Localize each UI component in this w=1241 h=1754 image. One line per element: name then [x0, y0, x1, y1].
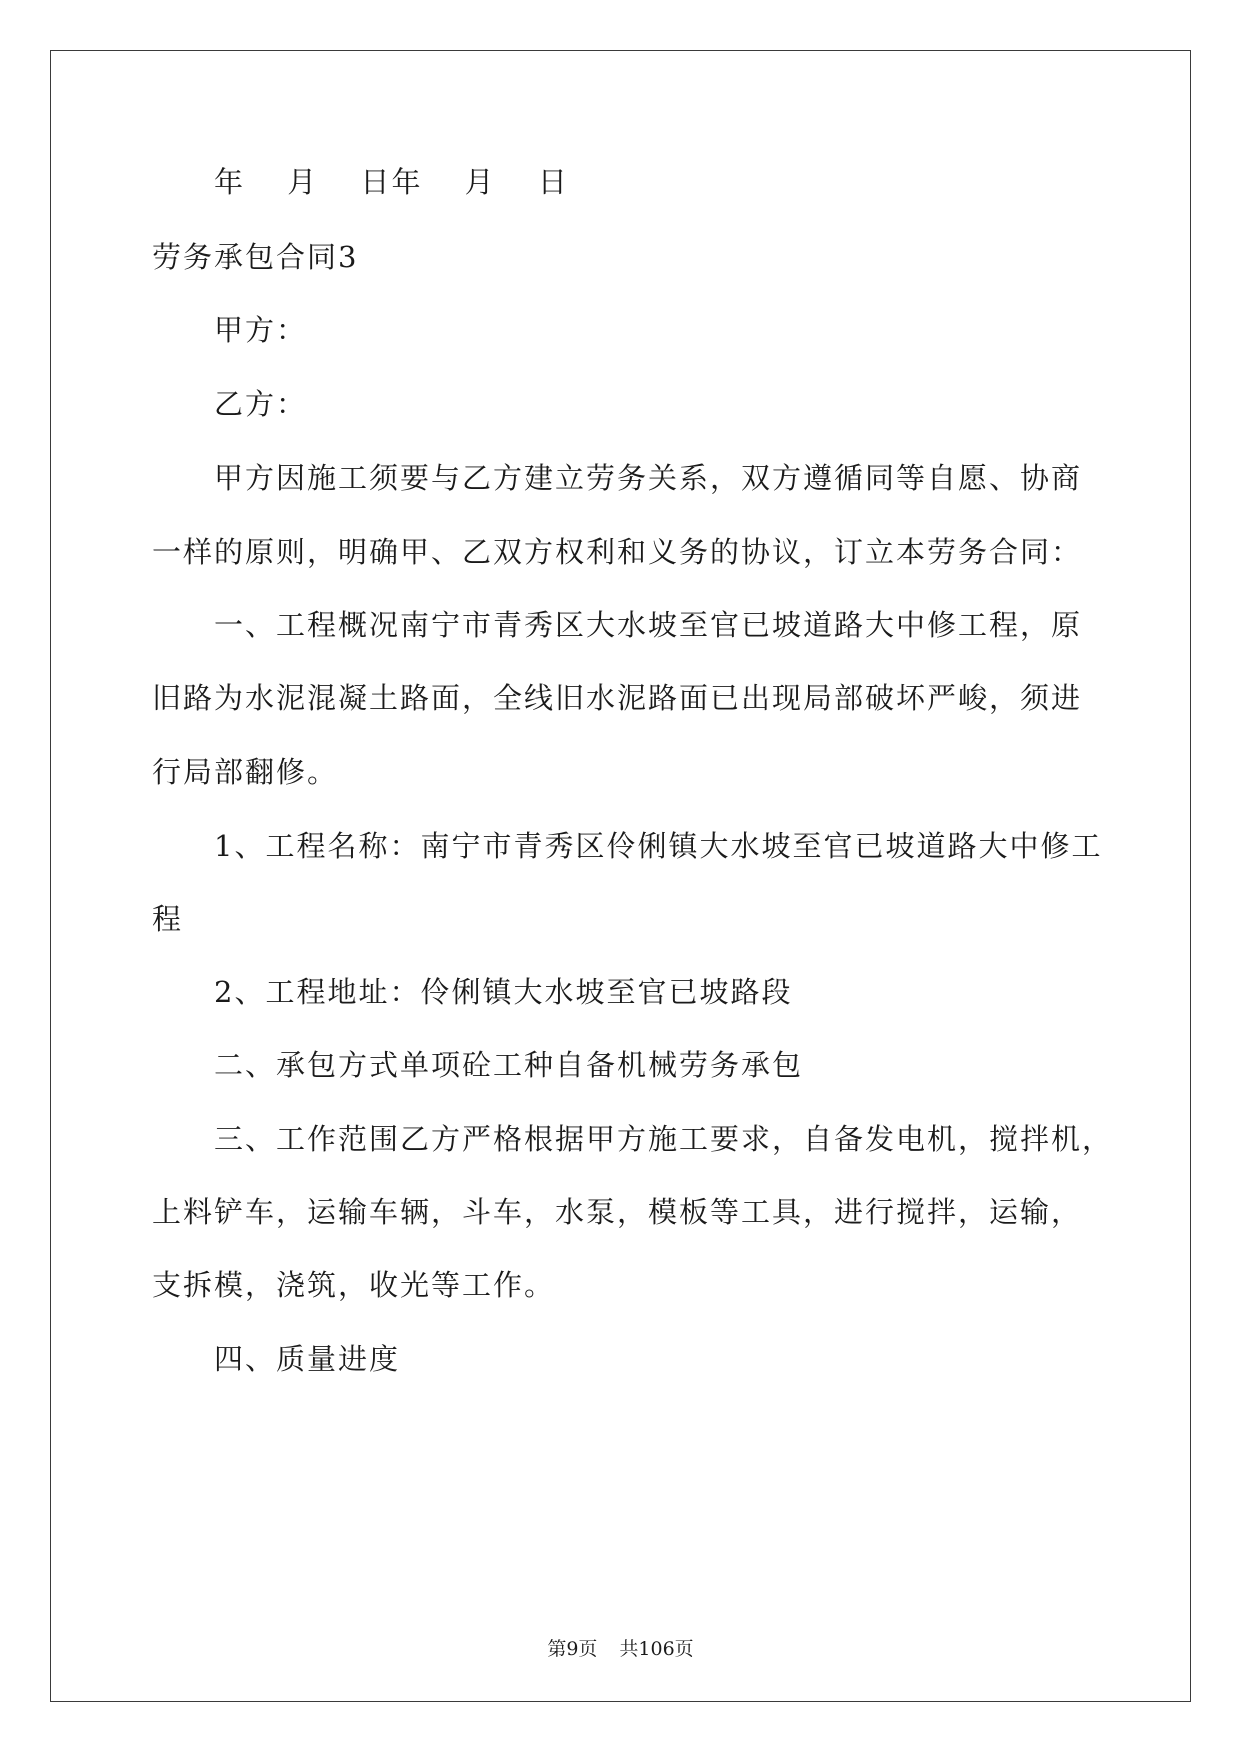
party-b-label: 乙方： [214, 387, 308, 421]
page-frame [50, 50, 1191, 1702]
date-part-1: 年 月 日 [214, 165, 392, 199]
section-1-line-1: 一、工程概况南宁市青秀区大水坡至官已坡道路大中修工程，原 [214, 608, 1083, 642]
page-footer [0, 1634, 1241, 1661]
item-1-line-2: 程 [152, 902, 184, 936]
section-3-line-1: 三、工作范围乙方严格根据甲方施工要求，自备发电机，搅拌机， [214, 1122, 1114, 1156]
section-3-line-3: 支拆模，浇筑，收光等工作。 [152, 1268, 556, 1302]
document-title: 劳务承包合同3 [152, 240, 359, 274]
section-1-line-2: 旧路为水泥混凝土路面，全线旧水泥路面已出现局部破坏严峻，须进 [152, 681, 1083, 715]
page-number: 第9页 [547, 1638, 598, 1660]
section-1-line-3: 行局部翻修。 [152, 755, 339, 789]
total-pages: 共106页 [619, 1638, 694, 1660]
section-3-line-2: 上料铲车，运输车辆，斗车，水泵，模板等工具，进行搅拌，运输， [152, 1195, 1083, 1229]
paragraph-intro-line-2: 一样的原则，明确甲、乙双方权利和义务的协议，订立本劳务合同： [152, 535, 1083, 569]
section-2: 二、承包方式单项砼工种自备机械劳务承包 [214, 1048, 804, 1082]
date-line [214, 162, 569, 202]
party-a-label: 甲方： [214, 313, 308, 347]
item-1-line-1: 1、工程名称：南宁市青秀区伶俐镇大水坡至官已坡道路大中修工 [214, 829, 1103, 863]
paragraph-intro-line-1: 甲方因施工须要与乙方建立劳务关系，双方遵循同等自愿、协商 [214, 461, 1083, 495]
date-part-2: 年 月 日 [391, 165, 569, 199]
item-2: 2、工程地址：伶俐镇大水坡至官已坡路段 [214, 975, 793, 1009]
section-4: 四、质量进度 [214, 1342, 401, 1376]
